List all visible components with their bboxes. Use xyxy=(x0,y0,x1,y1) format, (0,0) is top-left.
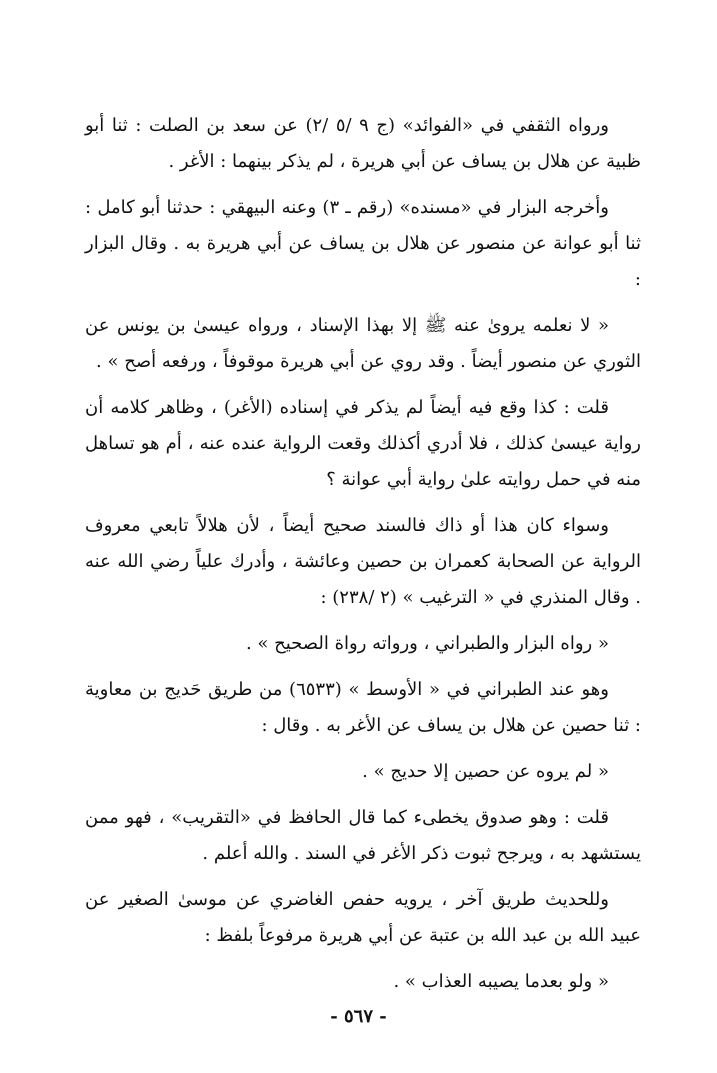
paragraph-comment-1: قلت : كذا وقع فيه أيضاً لم يذكر في إسناده (الأغر) ، وظاهر كلامه أن رواية عيسىٰ كذلك ، فلا أدري أكذلك وقعت الرواية عنده عنه ، أم هو تساهل منه في حمل روايته علىٰ رواية أبي عوانة ؟ xyxy=(85,397,641,490)
paragraph-thaqafi: ورواه الثقفي في «الفوائد» (ج ٩ /٥ /٢) عن سعد بن الصلت : ثنا أبو ظبية عن هلال بن يساف عن أبي هريرة ، لم يذكر بينهما : الأغر . xyxy=(85,115,641,172)
page-number: - ٥٦٧ - xyxy=(330,1006,387,1027)
paragraph-sanad: وسواء كان هذا أو ذاك فالسند صحيح أيضاً ، لأن هلالاً تابعي معروف الرواية عن الصحابة كعمران بن حصين وعائشة ، وأدرك علياً رضي الله عنه . وقال المنذري في « الترغيب » (٢ /٢٣٨) : xyxy=(85,515,641,608)
quote-mundhiri: « رواه البزار والطبراني ، ورواته رواة الصحيح » . xyxy=(245,633,609,654)
quote-hadith-wording: « ولو بعدما يصيبه العذاب » . xyxy=(393,971,609,992)
paragraph-other-route: وللحديث طريق آخر ، يرويه حفص الغاضري عن موسىٰ الصغير عن عبيد الله بن عبد الله بن عتبة عن أبي هريرة مرفوعاً بلفظ : xyxy=(85,889,641,946)
paragraph-tabarani: وهو عند الطبراني في « الأوسط » (٦٥٣٣) من طريق حَديج بن معاوية : ثنا حصين عن هلال بن يساف عن الأغر به . وقال : xyxy=(85,679,641,736)
quote-bazzar: « لا نعلمه يروىٰ عنه ﷺ إلا بهذا الإسناد ، ورواه عيسىٰ بن يونس عن الثوري عن منصور أيضاً . وقد روي عن أبي هريرة موقوفاً ، ورفعه أصح » . xyxy=(85,315,641,372)
quote-tabarani: « لم يروه عن حصين إلا حديج » . xyxy=(362,761,609,782)
paragraph-comment-2: قلت : وهو صدوق يخطىء كما قال الحافظ في «التقريب» ، فهو ممن يستشهد به ، ويرجح ثبوت ذكر الأغر في السند . والله أعلم . xyxy=(85,807,641,864)
paragraph-bazzar: وأخرجه البزار في «مسنده» (رقم ـ ٣) وعنه البيهقي : حدثنا أبو كامل : ثنا أبو عوانة عن منصور عن هلال بن يساف عن أبي هريرة به . وقال البزار : xyxy=(85,197,641,290)
body-text xyxy=(85,108,641,1000)
